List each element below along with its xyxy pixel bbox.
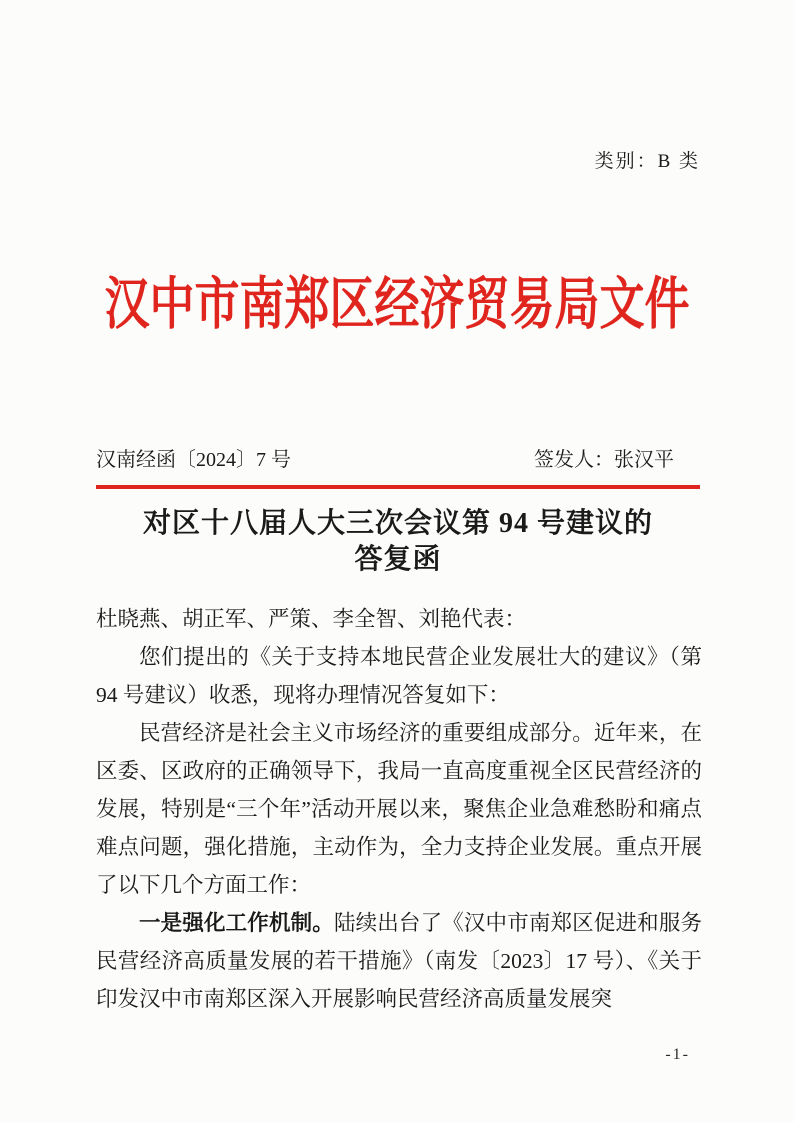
category-label: 类别：B 类 <box>594 151 700 172</box>
doc-title-line1: 对区十八届人大三次会议第 94 号建议的 <box>142 508 653 539</box>
red-divider-rule <box>96 485 700 489</box>
paragraph-3-rest: 陆续出台了《汉中市南郑区促进和服务民营经济高质量发展的若干措施》（南发〔2023〕17 号）、《关于印发汉中市南郑区深入开展影响民营经济高质量发展突 <box>96 911 702 1011</box>
doc-meta-row <box>96 443 700 472</box>
paragraph-1: 您们提出的《关于支持本地民营企业发展壮大的建议》（第 94 号建议）收悉，现将办理情况答复如下： <box>96 645 702 707</box>
doc-title <box>96 506 700 579</box>
page-number: -1- <box>665 1046 690 1063</box>
agency-header-title: 汉中市南郑区经济贸易局文件 <box>104 273 690 336</box>
paragraph-3-lead: 一是强化工作机制。 <box>139 911 334 935</box>
issuer-label: 签发人：张汉平 <box>534 449 674 471</box>
paragraph-2: 民营经济是社会主义市场经济的重要组成部分。近年来，在区委、区政府的正确领导下，我局一直高度重视全区民营经济的发展，特别是“三个年”活动开展以来，聚焦企业急难愁盼和痛点难点问题，强化措施，主动作为，全力支持企业发展。重点开展了以下几个方面工作： <box>96 721 702 897</box>
salutation: 杜晓燕、胡正军、严策、李全智、刘艳代表： <box>96 607 527 631</box>
paragraph-3 <box>96 904 702 1018</box>
body-text <box>96 600 702 1018</box>
doc-number: 汉南经函〔2024〕7 号 <box>96 449 291 471</box>
doc-title-line2: 答复函 <box>354 544 442 576</box>
